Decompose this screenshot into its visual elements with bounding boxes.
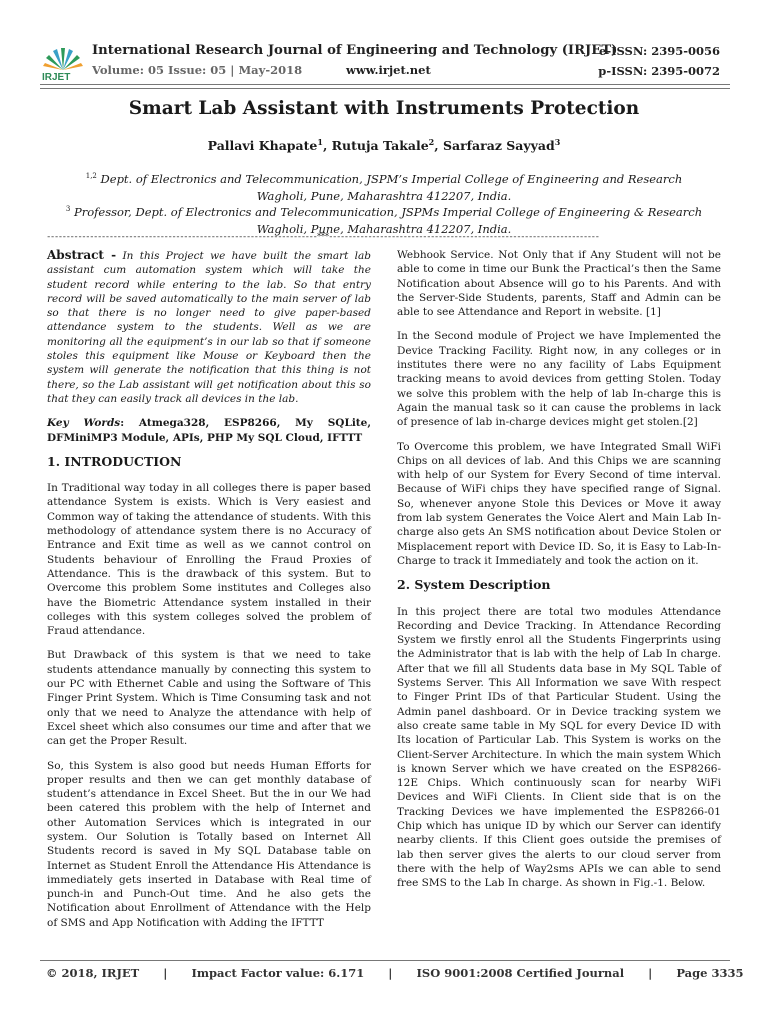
abstract (47, 248, 371, 406)
author-affiliation-marker: 1 (317, 137, 323, 147)
journal-title: International Research Journal of Engineering and Technology (IRJET) (92, 43, 618, 58)
header-rule-bottom (40, 88, 730, 89)
keywords-text: : Atmega328, ESP8266, My SQLite, DFMiniMP3 Module, APIs, PHP My SQL Cloud, IFTTT (47, 417, 371, 444)
affiliation-text: Dept. of Electronics and Telecommunication, JSPM’s Imperial College of Engineering and Research Wagholi, Pune, Maharashtra 412207, India. (96, 171, 683, 203)
paragraph: But Drawback of this system is that we need to take students attendance manually by connecting this system to our PC with Ethernet Cable and using the Software of This Finger Print System. Which is Time Consuming task and not only that we need to Analyze the attendance with help of Excel sheet which also consumes our time and after that we can get the Proper Result. (47, 649, 371, 748)
paragraph: In this project there are total two modules Attendance Recording and Device Tracking. In Attendance Recording System we firstly enrol all the Students Fingerprints using the Administrator that is lab with the help of Lab In charge. After that we fill all Students data base in My SQL Table of Systems Server. This All Information we save With respect to Finger Print IDs of that Particular Student. Using the Admin panel dashboard. Or in Device tracking system we also create same table in My SQL for every Device ID with Its location of Particular Lab. This System is works on the Client-Server Architecture. In which the main system Which is known Server which we have created on the ESP8266-12E Chips. Which continuously scan for nearby WiFi Devices and WiFi Clients. In Client side that is on the Tracking Devices we have implemented the ESP8266-01 Chip which has unique ID by which our Server can identify nearby clients. If this Client goes outside the premises of lab then server gives the alerts to our cloud server from there with the help of Way2sms APIs we can able to send free SMS to the Lab In charge. As shown in Fig.-1. Below. (397, 605, 721, 890)
footer-rule (40, 960, 730, 961)
affiliation-marker: 1,2 (85, 172, 97, 180)
e-issn: e-ISSN: 2395-0056 (599, 44, 720, 58)
issue-info: Volume: 05 Issue: 05 | May-2018 (92, 63, 303, 77)
section-heading-introduction: 1. INTRODUCTION (47, 453, 182, 469)
author-name: Rutuja Takale (331, 138, 429, 154)
section-divider: ---------------------------------------------------------------------***--------------------------------------------------------------------- (46, 232, 599, 242)
author-separator: , (434, 138, 443, 154)
irjet-logo-text: IRJET (42, 72, 71, 83)
page-footer: © 2018, IRJET | Impact Factor value: 6.171 | ISO 9001:2008 Certified Journal | Page 3335 (46, 966, 744, 980)
p-issn: p-ISSN: 2395-0072 (598, 64, 720, 78)
author-separator: , (322, 138, 332, 154)
affiliation (60, 168, 708, 205)
abstract-text: In this Project we have built the smart lab assistant cum automation system which will take the student record while entering to the lab. So that entry record will be saved automatically to the main server of lab so that there is no longer need to give paper-based attendance system to the students. Well as we are monitoring all the equipment’s in our lab so that if someone stoles this equipment like Mouse or Keyboard then the system will generate the notification that this thing is not there, so the Lab assistant will get notification about this so that they can easily track all devices in the lab. (47, 250, 372, 405)
left-column (47, 248, 371, 940)
author-affiliation-marker: 3 (554, 137, 561, 147)
journal-website-link[interactable]: www.irjet.net (346, 63, 431, 77)
paper-title: Smart Lab Assistant with Instruments Protection (128, 98, 640, 119)
section-heading-system-description: 2. System Description (397, 577, 551, 593)
paragraph: So, this System is also good but needs Human Efforts for proper results and then we can get monthly database of student’s attendance in Excel Sheet. But the in our We had been catered this problem with the help of Internet and other Automation Services which is integrated in our system. Our Solution is Totally based on Internet All Students record is saved in My SQL Database table on Internet as Student Enroll the Attendance His Attendance is immediately gets inserted in Database with Real time of punch-in and Punch-Out time. And he also gets the Notification about Enrollment of Attendance with the Help of SMS and App Notification with Adding the IFTTT (47, 759, 371, 929)
right-column (397, 248, 721, 900)
keywords (47, 416, 371, 445)
affiliation-marker: 3 (65, 205, 71, 213)
author-list (0, 137, 768, 153)
paragraph: To Overcome this problem, we have Integrated Small WiFi Chips on all devices of lab. And this Chips we are scanning with help of our System for Every Second of time interval. Because of WiFi chips they have specified range of Signal. So, whenever anyone Stole this Devices or Move it away from lab system Generates the Voice Alert and Main Lab In-charge also gets An SMS notification about Device Stolen or Misplacement report with Device ID. So, it is Easy to Lab-In-Charge to track it Immediately and took the action on it. (397, 440, 721, 567)
author-affiliation-marker: 2 (428, 137, 435, 147)
header-rule-top (40, 84, 730, 85)
paragraph: In the Second module of Project we have Implemented the Device Tracking Facility. Right now, in any colleges or in institutes there were no any facility of Labs Equipment tracking means to avoid devices from getting Stolen. Today we solve this problem with the help of lab In-charge this is Again the manual task so it can cause the problems in lack of presence of lab in-charge devices might get stolen.[2] (397, 330, 721, 429)
affiliation-text: Professor, Dept. of Electronics and Telecommunication, JSPMs Imperial College of Engineering & Research Wagholi, Pune, Maharashtra 412207, India. (70, 204, 703, 236)
author-name: Pallavi Khapate (207, 138, 318, 154)
abstract-heading: Abstract - (47, 248, 117, 262)
keywords-heading: Key Words (47, 417, 121, 430)
paragraph: Webhook Service. Not Only that if Any Student will not be able to come in time our Bunk the Practical’s then the Same Notification about Absence will go to his Parents. And with the Server-Side Students, parents, Staff and Admin can be able to see Attendance and Report in website. [1] (397, 249, 721, 319)
paragraph: In Traditional way today in all colleges there is paper based attendance System is exists. Which is Very easiest and Common way of taking the attendance of students. With this methodology of attendance system there is no Accuracy of Entrance and Exit time as well as we cannot control on Students behaviour of Enrolling the Fraud Proxies of Attendance. This is the drawback of this system. But to Overcome this problem Some institutes and Colleges also have the Biometric Attendance system installed in their colleges with this system colleges solved the problem of Fraud attendance. (47, 482, 371, 638)
author-name: Sarfaraz Sayyad (442, 138, 555, 154)
